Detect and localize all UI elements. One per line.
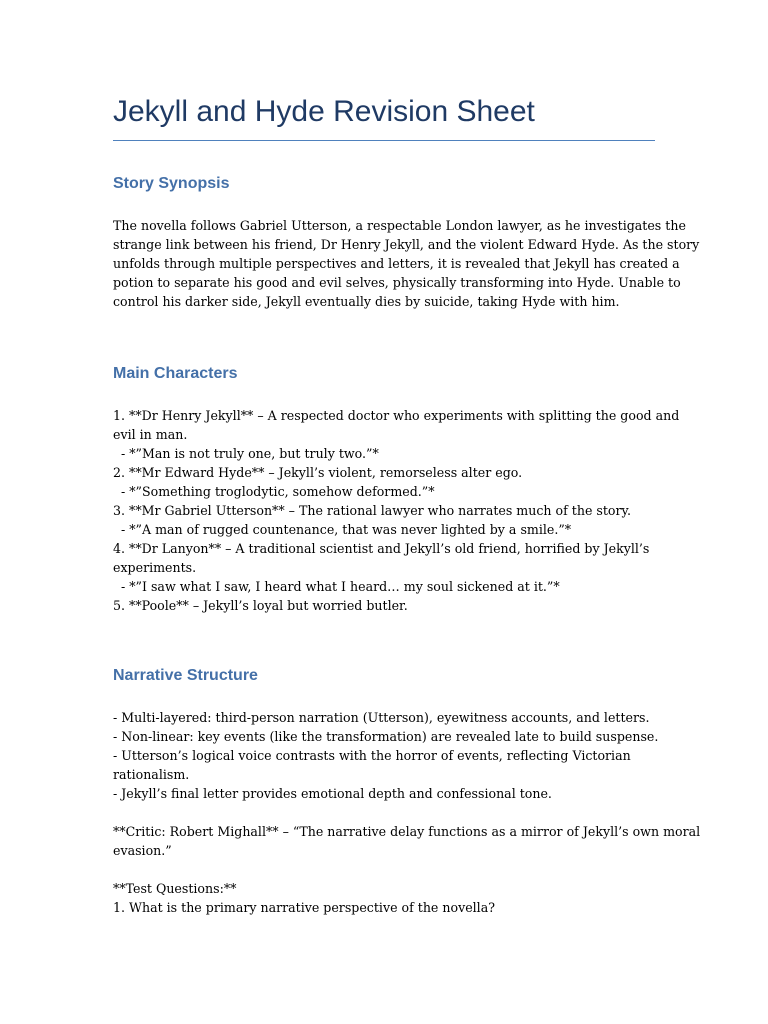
character-quote: - *”Man is not truly one, but truly two.”* bbox=[121, 446, 379, 461]
character-line: experiments. bbox=[113, 560, 197, 575]
character-line: 4. **Dr Lanyon** – A traditional scientist and Jekyll’s old friend, horrified by Jekyll’s bbox=[113, 541, 650, 556]
synopsis-line: potion to separate his good and evil selves, physically transforming into Hyde. Unable to bbox=[113, 275, 681, 290]
character-line: 3. **Mr Gabriel Utterson** – The rational lawyer who narrates much of the story. bbox=[113, 503, 631, 518]
character-quote: - *”I saw what I saw, I heard what I heard… my soul sickened at it.”* bbox=[121, 579, 560, 594]
test-questions bbox=[113, 879, 655, 917]
structure-line: - Non-linear: key events (like the transformation) are revealed late to build suspense. bbox=[113, 729, 659, 744]
synopsis-line: The novella follows Gabriel Utterson, a respectable London lawyer, as he investigates the bbox=[113, 218, 686, 233]
character-quote: - *”Something troglodytic, somehow deformed.”* bbox=[121, 484, 435, 499]
synopsis-line: strange link between his friend, Dr Henry Jekyll, and the violent Edward Hyde. As the story bbox=[113, 237, 700, 252]
page-title: Jekyll and Hyde Revision Sheet bbox=[113, 92, 655, 141]
character-quote: - *”A man of rugged countenance, that was never lighted by a smile.”* bbox=[121, 522, 572, 537]
character-line: evil in man. bbox=[113, 427, 188, 442]
structure-line: rationalism. bbox=[113, 767, 190, 782]
synopsis-paragraph bbox=[113, 216, 700, 311]
test-question: 1. What is the primary narrative perspective of the novella? bbox=[113, 900, 495, 915]
synopsis-line: control his darker side, Jekyll eventually dies by suicide, taking Hyde with him. bbox=[113, 294, 620, 309]
synopsis-line: unfolds through multiple perspectives and letters, it is revealed that Jekyll has created a bbox=[113, 256, 680, 271]
critic-quote bbox=[113, 822, 701, 860]
structure-line: - Multi-layered: third-person narration (Utterson), eyewitness accounts, and letters. bbox=[113, 710, 650, 725]
structure-line: - Jekyll’s final letter provides emotional depth and confessional tone. bbox=[113, 786, 552, 801]
test-questions-heading: **Test Questions:** bbox=[113, 881, 237, 896]
character-line: 1. **Dr Henry Jekyll** – A respected doctor who experiments with splitting the good and bbox=[113, 408, 680, 423]
critic-line: evasion.” bbox=[113, 843, 172, 858]
critic-line: **Critic: Robert Mighall** – “The narrative delay functions as a mirror of Jekyll’s own moral bbox=[113, 824, 701, 839]
character-line: 5. **Poole** – Jekyll’s loyal but worried butler. bbox=[113, 598, 408, 613]
section-heading-synopsis: Story Synopsis bbox=[113, 175, 230, 192]
structure-line: - Utterson’s logical voice contrasts with the horror of events, reflecting Victorian bbox=[113, 748, 631, 763]
structure-list bbox=[113, 708, 659, 803]
character-line: 2. **Mr Edward Hyde** – Jekyll’s violent, remorseless alter ego. bbox=[113, 465, 523, 480]
section-heading-structure: Narrative Structure bbox=[113, 667, 258, 684]
section-heading-characters: Main Characters bbox=[113, 365, 238, 382]
characters-list bbox=[113, 406, 680, 615]
document-page bbox=[113, 92, 701, 917]
